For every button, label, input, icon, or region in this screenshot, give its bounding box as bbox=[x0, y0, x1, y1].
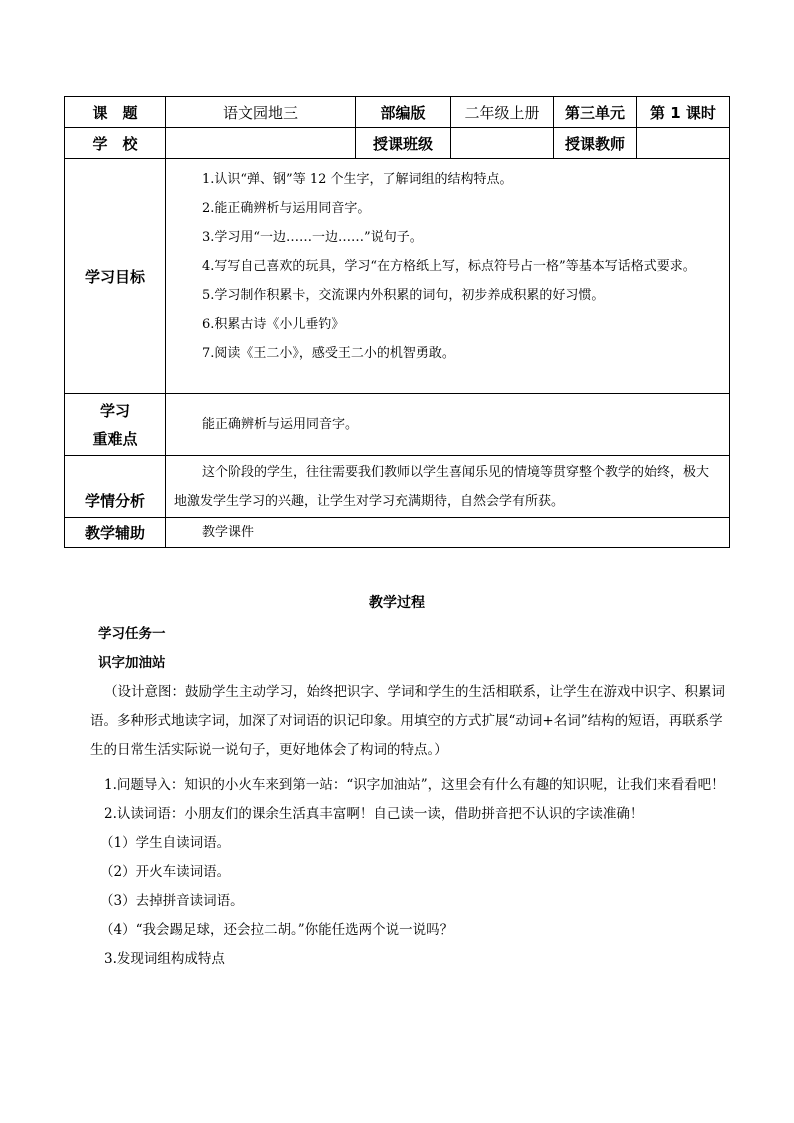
table-row-school bbox=[65, 128, 730, 159]
goal-item: 7.阅读《王二小》，感受王二小的机智勇敢。 bbox=[202, 346, 455, 361]
sub-step-4: （4）“我会踢足球，还会拉二胡。”你能任选两个说一说吗？ bbox=[100, 922, 454, 938]
process-title: 教学过程 bbox=[369, 595, 425, 611]
table-row-key bbox=[65, 394, 730, 456]
unit-value: 第三单元 bbox=[554, 97, 637, 128]
analysis-cell bbox=[166, 456, 730, 518]
grade-value: 二年级上册 bbox=[451, 97, 554, 128]
design-intent: （设计意图：鼓励学生主动学习，始终把识字、学词和学生的生活相联系，让学生在游戏中识字、积累词语。多种形式地读字词，加深了对词语的识记印象。用填空的方式扩展“动词+名词”结构的短语，再联系学生的日常生活实际说一说句子，更好地体会了构词的特点。） bbox=[90, 684, 725, 758]
teacher-label: 授课教师 bbox=[554, 128, 637, 159]
process-body bbox=[90, 620, 730, 974]
aid-label: 教学辅助 bbox=[65, 518, 166, 548]
sub-step-3: （3）去掉拼音读词语。 bbox=[100, 893, 244, 909]
station-heading: 识字加油站 bbox=[98, 655, 166, 671]
class-label: 授课班级 bbox=[356, 128, 451, 159]
school-value bbox=[166, 128, 356, 159]
aid-cell bbox=[166, 518, 730, 548]
sub-step-2: （2）开火车读词语。 bbox=[100, 864, 231, 880]
key-label-line2: 重难点 bbox=[92, 429, 138, 448]
topic-value: 语文园地三 bbox=[166, 97, 356, 128]
goal-item: 1.认识“弹、钢”等 12 个生字，了解词组的结构特点。 bbox=[202, 172, 513, 187]
analysis-label: 学情分析 bbox=[65, 456, 166, 518]
key-cell bbox=[166, 394, 730, 456]
key-label-line1: 学习 bbox=[99, 401, 130, 420]
goal-item: 2.能正确辨析与运用同音字。 bbox=[202, 201, 371, 216]
table-row-topic bbox=[65, 97, 730, 128]
goal-item: 4.写写自己喜欢的玩具，学习“在方格纸上写，标点符号占一格”等基本写话格式要求。 bbox=[202, 259, 696, 274]
task-heading: 学习任务一 bbox=[98, 626, 166, 642]
lesson-value: 第 1 课时 bbox=[637, 97, 730, 128]
key-label bbox=[65, 394, 166, 456]
key-text: 能正确辨析与运用同音字。 bbox=[202, 417, 359, 432]
aid-text: 教学课件 bbox=[202, 525, 255, 540]
goals-label: 学习目标 bbox=[65, 159, 166, 394]
goals-cell bbox=[166, 159, 730, 394]
table-row-aid bbox=[65, 518, 730, 548]
lesson-plan-table bbox=[64, 96, 730, 548]
school-label: 学 校 bbox=[65, 128, 166, 159]
table-row-analysis bbox=[65, 456, 730, 518]
step-2: 2.认读词语：小朋友们的课余生活真丰富啊！自己读一读，借助拼音把不认识的字读准确！ bbox=[104, 806, 644, 822]
goal-item: 3.学习用“一边……一边……”说句子。 bbox=[202, 230, 423, 245]
class-value bbox=[451, 128, 554, 159]
edition-value: 部编版 bbox=[356, 97, 451, 128]
analysis-text: 这个阶段的学生，往往需要我们教师以学生喜闻乐见的情境等贯穿整个教学的始终，极大地激发学生学习的兴趣，让学生对学习充满期待，自然会学有所获。 bbox=[174, 464, 710, 509]
topic-label: 课 题 bbox=[65, 97, 166, 128]
step-3: 3.发现词组构成特点 bbox=[104, 951, 225, 967]
teacher-value bbox=[637, 128, 730, 159]
step-1: 1.问题导入：知识的小火车来到第一站：“识字加油站”，这里会有什么有趣的知识呢，让我们来看看吧！ bbox=[104, 777, 725, 793]
goal-item: 6.积累古诗《小儿垂钓》 bbox=[202, 317, 345, 332]
goal-item: 5.学习制作积累卡，交流课内外积累的词句，初步养成积累的好习惯。 bbox=[202, 288, 605, 303]
table-row-goals bbox=[65, 159, 730, 394]
sub-step-1: （1）学生自读词语。 bbox=[100, 835, 231, 851]
